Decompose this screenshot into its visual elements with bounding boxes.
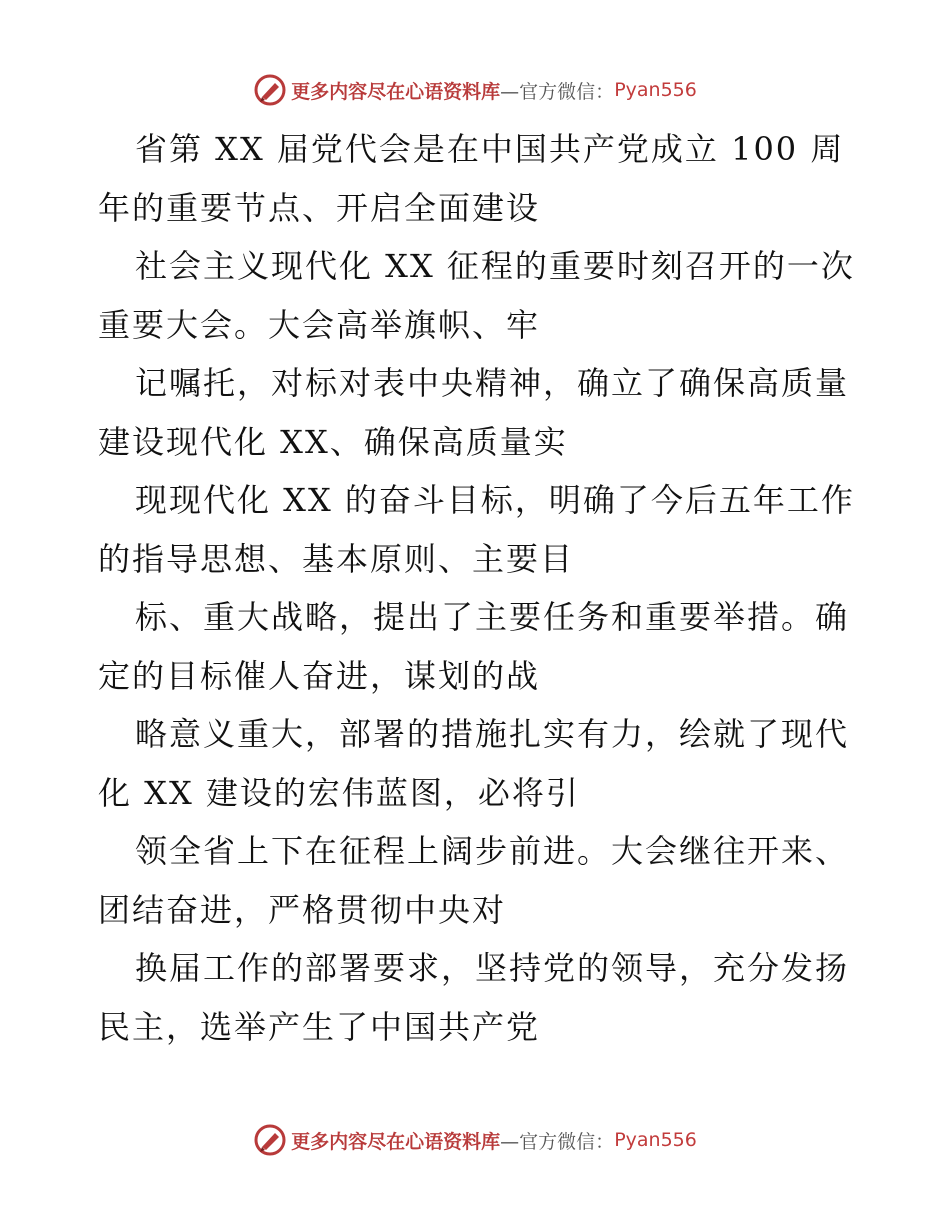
body-line: 民主，选举产生了中国共产党 — [98, 1007, 541, 1046]
body-line: 记嘱托，对标对表中央精神，确立了确保高质量 — [135, 364, 850, 402]
banner-site-text: 更多内容尽在心语资料库 — [291, 1130, 501, 1153]
body-line: 换届工作的部署要求，坚持党的领导，充分发扬 — [135, 949, 850, 987]
body-line: 标、重大战略，提出了主要任务和重要举措。确 — [135, 598, 850, 636]
body-line: 化 XX 建设的宏伟蓝图，必将引 — [98, 773, 580, 812]
body-line: 建设现代化 XX、确保高质量实 — [98, 422, 568, 461]
pen-logo-icon — [253, 1123, 287, 1157]
header-banner — [0, 70, 950, 110]
body-line: 现现代化 XX 的奋斗目标，明确了今后五年工作 — [135, 481, 855, 519]
document-body — [98, 120, 858, 1056]
body-line: 年的重要节点、开启全面建设 — [98, 188, 541, 227]
body-line: 社会主义现代化 XX 征程的重要时刻召开的一次 — [135, 247, 855, 285]
body-line: 重要大会。大会高举旗帜、牢 — [98, 305, 541, 344]
pen-logo-icon — [253, 73, 287, 107]
body-line: 团结奋进，严格贯彻中央对 — [98, 890, 507, 929]
banner-wechat-id: Pyan556 — [614, 79, 697, 101]
banner-site-text: 更多内容尽在心语资料库 — [291, 80, 501, 103]
body-line: 略意义重大，部署的措施扎实有力，绘就了现代 — [135, 715, 850, 753]
footer-banner — [0, 1120, 950, 1160]
body-line: 定的目标催人奋进，谋划的战 — [98, 656, 541, 695]
body-line: 领全省上下在征程上阔步前进。大会继往开来、 — [135, 832, 850, 870]
body-line: 省第 XX 届党代会是在中国共产党成立 100 周 — [135, 130, 845, 168]
banner-wechat-label: —官方微信： — [500, 1130, 615, 1153]
banner-wechat-id: Pyan556 — [614, 1129, 697, 1151]
body-line: 的指导思想、基本原则、主要目 — [98, 539, 575, 578]
banner-wechat-label: —官方微信： — [500, 80, 615, 103]
